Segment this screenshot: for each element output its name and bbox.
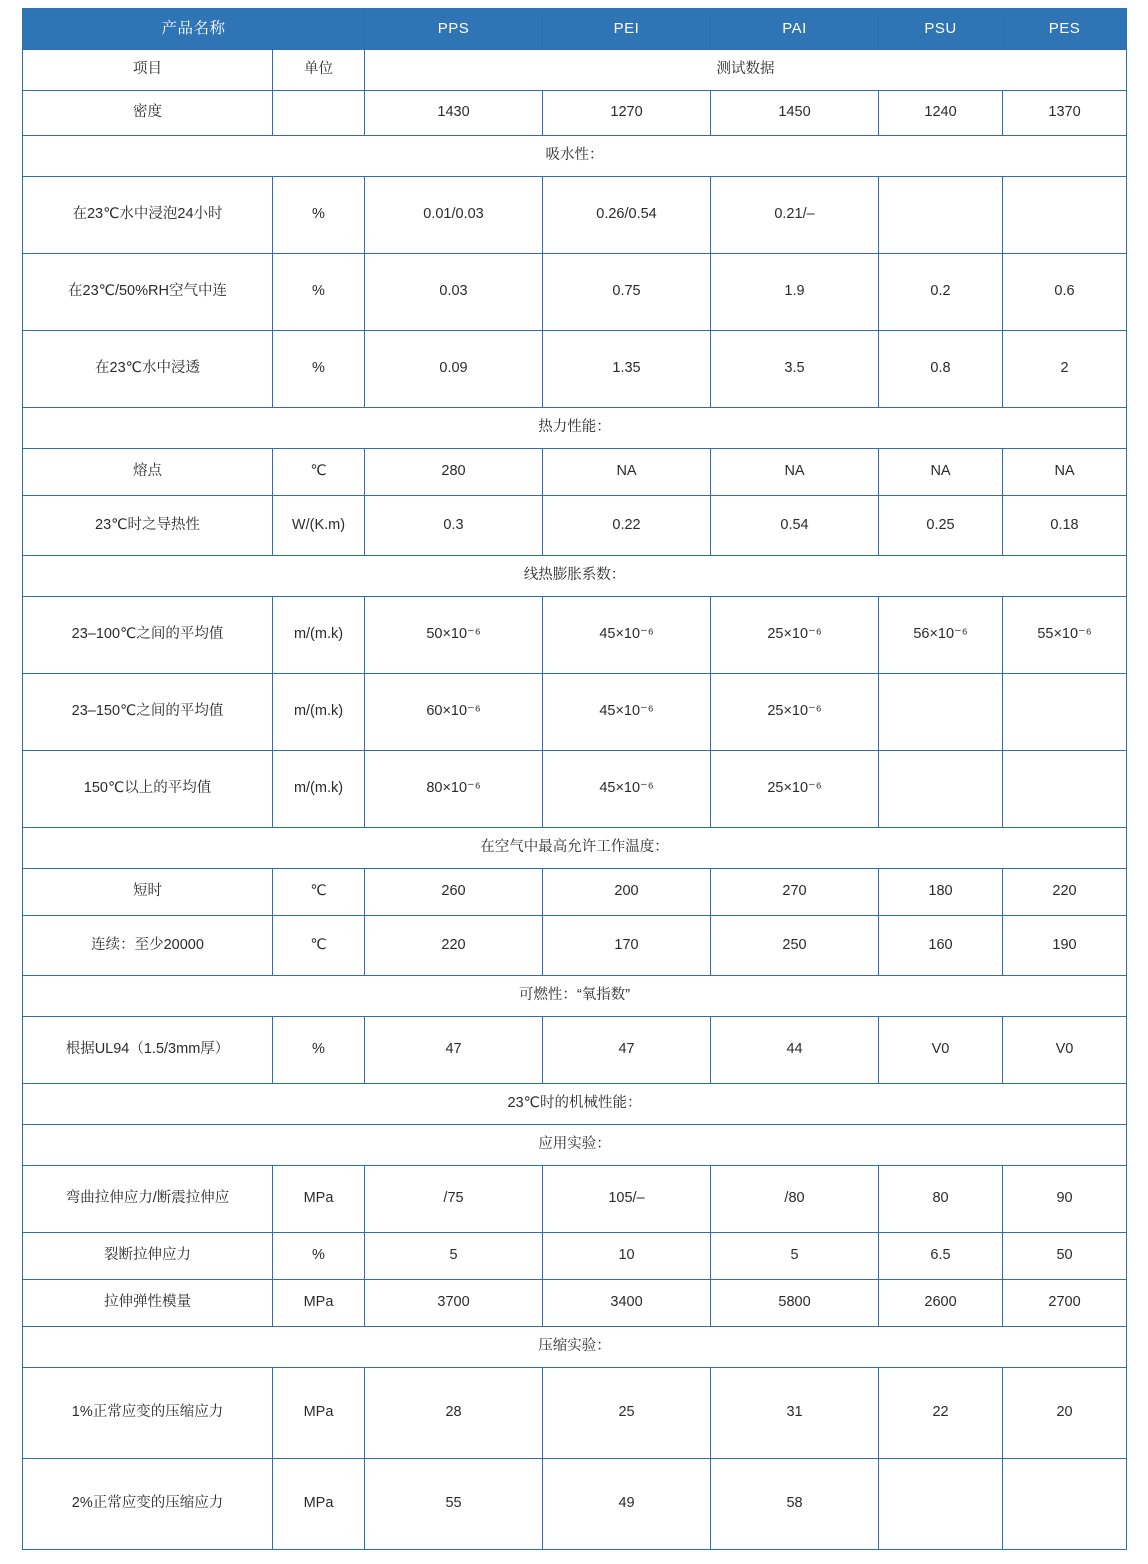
value-pes: V0: [1003, 1017, 1127, 1084]
row-unit: ℃: [273, 869, 365, 916]
value-psu: 2600: [879, 1280, 1003, 1327]
table-row: [23, 597, 1127, 674]
value-pai: 25×10⁻⁶: [711, 597, 879, 674]
table-row: [23, 331, 1127, 408]
section-label: 在空气中最高允许工作温度：: [23, 828, 1127, 869]
value-pai: 58: [711, 1459, 879, 1550]
section-label: 应用实验：: [23, 1125, 1127, 1166]
section-label: 23℃时的机械性能：: [23, 1084, 1127, 1125]
row-property-name: 1%正常应变的压缩应力: [23, 1368, 273, 1459]
value-pai: /80: [711, 1166, 879, 1233]
row-property-name: 弯曲拉伸应力/断震拉伸应: [23, 1166, 273, 1233]
table-row: [23, 1166, 1127, 1233]
value-psu: NA: [879, 449, 1003, 496]
row-property-name: 根据UL94（1.5/3mm厚）: [23, 1017, 273, 1084]
value-pps: 0.01/0.03: [365, 177, 543, 254]
value-pei: 45×10⁻⁶: [543, 674, 711, 751]
value-psu: 22: [879, 1368, 1003, 1459]
row-unit: ℃: [273, 916, 365, 976]
table-row: [23, 1233, 1127, 1280]
value-pps: 3700: [365, 1280, 543, 1327]
value-pei: 1.35: [543, 331, 711, 408]
value-psu: [879, 674, 1003, 751]
value-pai: 25×10⁻⁶: [711, 751, 879, 828]
table-body: [23, 50, 1127, 1550]
value-pai: 25×10⁻⁶: [711, 674, 879, 751]
value-pai: 1450: [711, 91, 879, 136]
table-row: [23, 91, 1127, 136]
value-pps: 5: [365, 1233, 543, 1280]
value-pes: NA: [1003, 449, 1127, 496]
value-pps: 50×10⁻⁶: [365, 597, 543, 674]
value-pai: 0.21/–: [711, 177, 879, 254]
row-unit: ℃: [273, 449, 365, 496]
table-section-row: [23, 976, 1127, 1017]
table-section-row: [23, 408, 1127, 449]
value-pes: 190: [1003, 916, 1127, 976]
value-pes: 0.6: [1003, 254, 1127, 331]
value-pps: 260: [365, 869, 543, 916]
value-pps: 47: [365, 1017, 543, 1084]
table-row: [23, 674, 1127, 751]
value-pps: 0.03: [365, 254, 543, 331]
value-psu: 56×10⁻⁶: [879, 597, 1003, 674]
header-pps: PPS: [365, 9, 543, 50]
table-row: [23, 1459, 1127, 1550]
table-subheader-row: [23, 50, 1127, 91]
value-psu: 0.8: [879, 331, 1003, 408]
value-pes: [1003, 751, 1127, 828]
header-pes: PES: [1003, 9, 1127, 50]
value-pes: 2700: [1003, 1280, 1127, 1327]
table-section-row: [23, 1125, 1127, 1166]
value-pei: 49: [543, 1459, 711, 1550]
table-header-row: [23, 9, 1127, 50]
value-pps: 220: [365, 916, 543, 976]
value-pai: 3.5: [711, 331, 879, 408]
value-psu: 80: [879, 1166, 1003, 1233]
value-pei: 1270: [543, 91, 711, 136]
value-pei: 0.75: [543, 254, 711, 331]
row-property-name: 23–100℃之间的平均值: [23, 597, 273, 674]
section-label: 压缩实验：: [23, 1327, 1127, 1368]
row-unit: m/(m.k): [273, 674, 365, 751]
header-pei: PEI: [543, 9, 711, 50]
value-psu: 0.2: [879, 254, 1003, 331]
row-unit: [273, 91, 365, 136]
value-pps: 28: [365, 1368, 543, 1459]
row-property-name: 在23℃水中浸泡24小时: [23, 177, 273, 254]
subheader-item: 项目: [23, 50, 273, 91]
table-row: [23, 916, 1127, 976]
value-pes: [1003, 1459, 1127, 1550]
section-label: 热力性能：: [23, 408, 1127, 449]
value-pps: 60×10⁻⁶: [365, 674, 543, 751]
row-property-name: 熔点: [23, 449, 273, 496]
value-pes: 90: [1003, 1166, 1127, 1233]
table-row: [23, 869, 1127, 916]
row-property-name: 23℃时之导热性: [23, 496, 273, 556]
row-unit: %: [273, 1233, 365, 1280]
table-row: [23, 177, 1127, 254]
value-pai: 0.54: [711, 496, 879, 556]
subheader-unit: 单位: [273, 50, 365, 91]
table-row: [23, 751, 1127, 828]
value-pei: 0.26/0.54: [543, 177, 711, 254]
value-pei: 45×10⁻⁶: [543, 597, 711, 674]
value-psu: [879, 177, 1003, 254]
value-pei: 45×10⁻⁶: [543, 751, 711, 828]
subheader-testdata: 测试数据: [365, 50, 1127, 91]
table-section-row: [23, 1327, 1127, 1368]
section-label: 吸水性：: [23, 136, 1127, 177]
table-section-row: [23, 556, 1127, 597]
row-property-name: 150℃以上的平均值: [23, 751, 273, 828]
value-pai: 250: [711, 916, 879, 976]
value-pai: 1.9: [711, 254, 879, 331]
material-properties-table: [22, 8, 1127, 1550]
table-section-row: [23, 1084, 1127, 1125]
table-row: [23, 254, 1127, 331]
value-psu: 6.5: [879, 1233, 1003, 1280]
row-unit: %: [273, 254, 365, 331]
header-product-name: 产品名称: [23, 9, 365, 50]
row-property-name: 拉伸弹性模量: [23, 1280, 273, 1327]
row-unit: MPa: [273, 1166, 365, 1233]
row-unit: MPa: [273, 1368, 365, 1459]
table-row: [23, 1280, 1127, 1327]
row-unit: %: [273, 1017, 365, 1084]
value-pei: 3400: [543, 1280, 711, 1327]
table-row: [23, 1017, 1127, 1084]
row-property-name: 在23℃/50%RH空气中连: [23, 254, 273, 331]
value-pei: 0.22: [543, 496, 711, 556]
value-pps: /75: [365, 1166, 543, 1233]
value-pes: 220: [1003, 869, 1127, 916]
value-pes: 55×10⁻⁶: [1003, 597, 1127, 674]
value-pai: 5: [711, 1233, 879, 1280]
value-pes: 0.18: [1003, 496, 1127, 556]
value-pai: 31: [711, 1368, 879, 1459]
value-pes: 2: [1003, 331, 1127, 408]
value-pps: 1430: [365, 91, 543, 136]
row-unit: %: [273, 177, 365, 254]
value-pps: 55: [365, 1459, 543, 1550]
row-unit: MPa: [273, 1459, 365, 1550]
value-pai: 44: [711, 1017, 879, 1084]
value-pps: 0.3: [365, 496, 543, 556]
value-pps: 80×10⁻⁶: [365, 751, 543, 828]
section-label: 可燃性：“氧指数”: [23, 976, 1127, 1017]
row-unit: m/(m.k): [273, 751, 365, 828]
value-psu: 180: [879, 869, 1003, 916]
value-pai: NA: [711, 449, 879, 496]
value-pei: 47: [543, 1017, 711, 1084]
value-pes: [1003, 674, 1127, 751]
row-unit: m/(m.k): [273, 597, 365, 674]
value-pes: 1370: [1003, 91, 1127, 136]
table-row: [23, 1368, 1127, 1459]
value-pes: 20: [1003, 1368, 1127, 1459]
table-row: [23, 496, 1127, 556]
row-property-name: 23–150℃之间的平均值: [23, 674, 273, 751]
value-pei: 25: [543, 1368, 711, 1459]
value-pps: 280: [365, 449, 543, 496]
value-pes: [1003, 177, 1127, 254]
value-psu: [879, 751, 1003, 828]
row-property-name: 短时: [23, 869, 273, 916]
value-psu: [879, 1459, 1003, 1550]
value-pei: 10: [543, 1233, 711, 1280]
header-psu: PSU: [879, 9, 1003, 50]
value-pes: 50: [1003, 1233, 1127, 1280]
value-psu: 160: [879, 916, 1003, 976]
value-pei: NA: [543, 449, 711, 496]
row-property-name: 2%正常应变的压缩应力: [23, 1459, 273, 1550]
row-unit: W/(K.m): [273, 496, 365, 556]
header-pai: PAI: [711, 9, 879, 50]
value-pai: 270: [711, 869, 879, 916]
row-property-name: 在23℃水中浸透: [23, 331, 273, 408]
row-property-name: 裂断拉伸应力: [23, 1233, 273, 1280]
value-psu: 1240: [879, 91, 1003, 136]
value-pai: 5800: [711, 1280, 879, 1327]
value-pei: 105/–: [543, 1166, 711, 1233]
table-section-row: [23, 136, 1127, 177]
value-pei: 200: [543, 869, 711, 916]
value-psu: V0: [879, 1017, 1003, 1084]
row-property-name: 密度: [23, 91, 273, 136]
row-unit: %: [273, 331, 365, 408]
value-psu: 0.25: [879, 496, 1003, 556]
table-row: [23, 449, 1127, 496]
value-pps: 0.09: [365, 331, 543, 408]
value-pei: 170: [543, 916, 711, 976]
section-label: 线热膨胀系数：: [23, 556, 1127, 597]
row-unit: MPa: [273, 1280, 365, 1327]
table-section-row: [23, 828, 1127, 869]
row-property-name: 连续：至少20000: [23, 916, 273, 976]
